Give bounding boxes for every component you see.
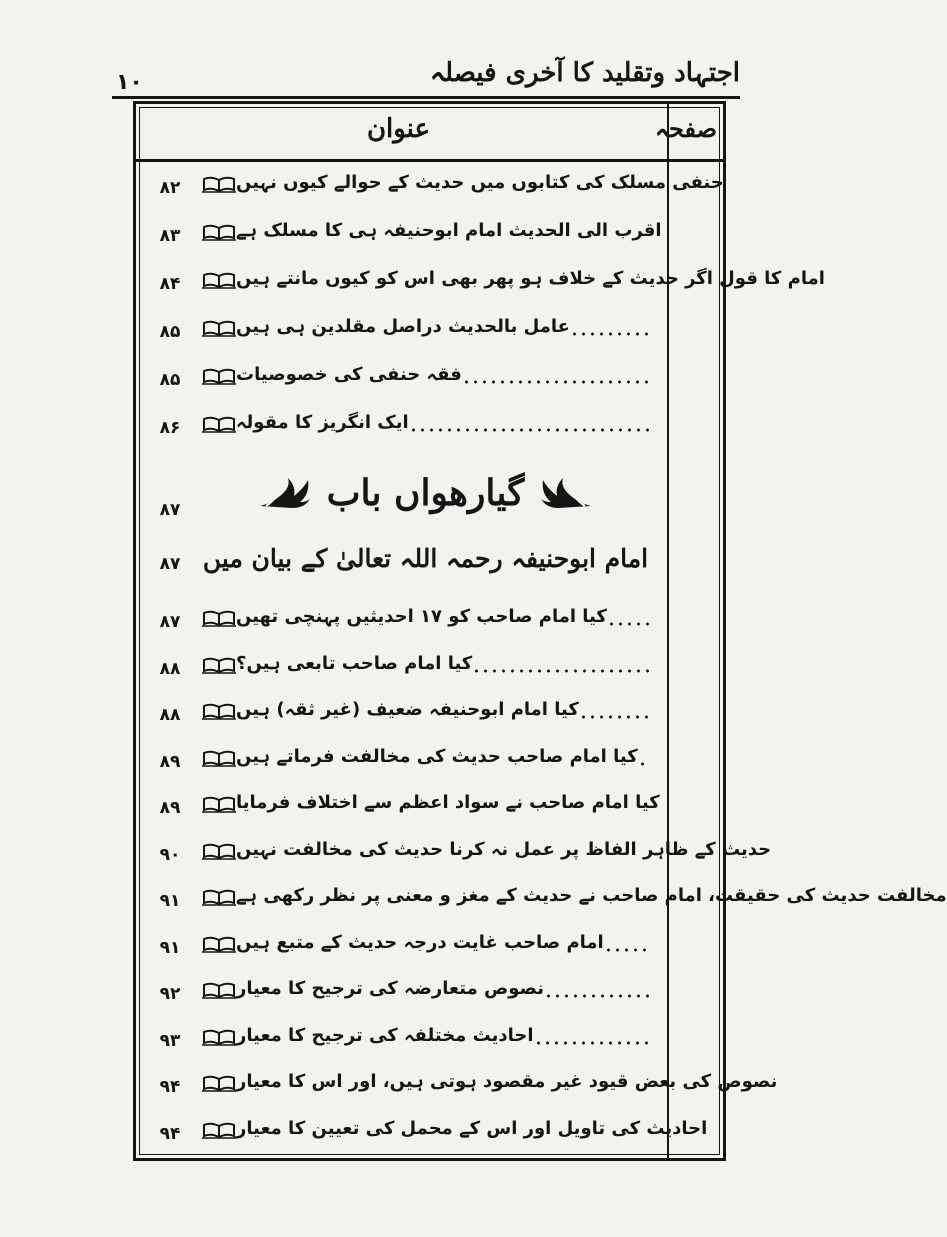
entry-title: کیا امام ابوحنیفہ ضعیف (غیر ثقہ) ہیں [236,699,579,720]
dot-leader [570,321,649,337]
page-column-header: صفحہ [654,114,717,143]
open-book-icon [202,795,236,813]
entry-text [196,1071,778,1092]
entry-text [196,792,660,813]
entry-page: ۸۸ [159,658,181,679]
entry-page: ۹۰ [159,844,181,865]
open-book-icon [202,1121,236,1139]
entry-title: مخالفت حدیث کی حقیقت، امام صاحب نے حدیث کے مغز و معنی پر نظر رکھی ہے [236,885,947,906]
entry-text [196,220,662,241]
open-book-icon [202,656,236,674]
list-item [136,602,723,650]
open-book-icon [202,1028,236,1046]
list-item [136,168,723,216]
list-item [136,742,723,790]
entry-text [196,316,655,337]
list-item [136,788,723,836]
open-book-icon [202,415,236,433]
entry-text [196,1117,708,1139]
open-book-icon [202,842,236,860]
header-rule [112,96,740,99]
entry-title: نصوص متعارضہ کی ترجیح کا معیار [236,978,544,999]
entry-page: ۸۵ [159,370,181,390]
open-book-icon [202,888,236,906]
dot-leader [409,417,649,433]
entry-title: ایک انگریز کا مقولہ [236,412,409,433]
chapter-heading [196,472,655,542]
page-header [112,52,740,98]
entry-title: اقرب الی الحدیث امام ابوحنیفہ ہی کا مسلک ہے [236,220,662,241]
entry-page: ۹۴ [159,1123,181,1144]
open-book-icon [202,981,236,999]
list-item [136,881,947,929]
open-book-icon [202,935,236,953]
entry-text [196,653,655,674]
entry-page: ۹۴ [159,1077,181,1097]
entry-text [196,885,947,906]
entry-page: ۸۸ [159,705,181,725]
entry-page: ۸۲ [159,178,181,198]
open-book-icon [202,749,236,767]
entry-text [196,932,655,953]
list-item [136,1114,723,1162]
dot-leader [607,611,649,627]
entry-text [196,172,724,193]
dot-leader [534,1030,649,1046]
list-item [136,974,723,1022]
right-ornament-icon [539,476,595,510]
entry-title: امام صاحب غایت درجہ حدیث کے متبع ہیں [236,931,604,953]
dot-leader [472,658,649,674]
chapter-title-page: ۸۷ [159,500,181,520]
open-book-icon [202,702,236,720]
list-item [136,928,723,976]
entry-page: ۹۳ [159,1030,181,1051]
chapter-title: گیارھواں باب [326,472,525,514]
entry-page: ۹۱ [159,891,181,911]
open-book-icon [202,175,236,193]
dot-leader [462,369,649,385]
entry-page: ۸۷ [159,612,181,632]
dot-leader [604,937,649,953]
entry-text [196,699,655,720]
list-item [136,835,772,883]
dot-leader [544,983,649,999]
entry-title: عامل بالحدیث دراصل مقلدین ہی ہیں [236,316,570,337]
entry-text [196,1025,655,1046]
list-item [136,649,723,697]
entry-title: کیا امام صاحب حدیث کی مخالفت فرماتے ہیں [236,745,638,767]
entry-page: ۸۹ [159,751,181,772]
list-item [136,1067,778,1115]
page-number: ۱۰ [116,70,143,95]
entry-title: احادیث مختلفہ کی ترجیح کا معیار [236,1024,534,1046]
dot-leader [638,751,649,767]
open-book-icon [202,223,236,241]
entry-title: فقہ حنفی کی خصوصیات [236,364,462,385]
list-item [136,408,723,456]
title-column-header: عنوان [366,114,431,144]
chapter-subtitle: امام ابوحنیفہ رحمہ اللہ تعالیٰ کے بیان میں [202,544,649,573]
book-title: اجتہاد وتقلید کا آخری فیصلہ [429,58,740,88]
entry-text [196,978,655,999]
table-header [136,104,723,162]
entry-page: ۸۶ [159,418,181,438]
open-book-icon [202,319,236,337]
entry-title: احادیث کی تاویل اور اس کے محمل کی تعیین کا معیار [236,1117,708,1139]
entry-title: نصوص کی بعض قیود غیر مقصود ہوتی ہیں، اور اس کا معیار [236,1071,778,1092]
entry-title: کیا امام صاحب کو ۱۷ احدیثیں پہنچی تھیں [236,606,607,627]
entry-text [196,412,655,433]
list-item [136,360,723,408]
entry-page: ۸۳ [159,226,181,246]
open-book-icon [202,367,236,385]
dot-leader [579,704,649,720]
contents-table [133,101,947,1161]
entry-page: ۸۹ [159,798,181,818]
open-book-icon [202,271,236,289]
list-item [136,216,723,264]
list-item [136,312,723,360]
entry-text [196,364,655,385]
list-item [136,1021,723,1069]
entry-page: ۹۱ [159,937,181,958]
list-item [136,264,825,312]
entry-title: حدیث کے ظاہر الفاظ پر عمل نہ کرنا حدیث کی مخالفت نہیں [236,838,772,860]
entry-title: حنفی مسلک کی کتابوں میں حدیث کے حوالے کیوں نہیں [236,172,724,193]
entry-text [196,746,655,767]
entry-title: کیا امام صاحب تابعی ہیں؟ [236,652,473,674]
entry-title: امام کا قول اگر حدیث کے خلاف ہو پھر بھی اس کو کیوں مانتے ہیں [236,268,825,289]
entry-title: کیا امام صاحب نے سواد اعظم سے اختلاف فرمایا [236,792,660,813]
chapter-subtitle-page: ۸۷ [159,554,181,574]
entry-page: ۸۴ [159,274,181,294]
open-book-icon [202,609,236,627]
entry-text [196,838,772,860]
entry-page: ۸۵ [159,322,181,342]
entry-text [196,268,825,289]
entry-page: ۹۲ [159,984,181,1004]
left-ornament-icon [256,476,312,510]
open-book-icon [202,1074,236,1092]
entry-text [196,606,655,627]
list-item [136,695,723,743]
